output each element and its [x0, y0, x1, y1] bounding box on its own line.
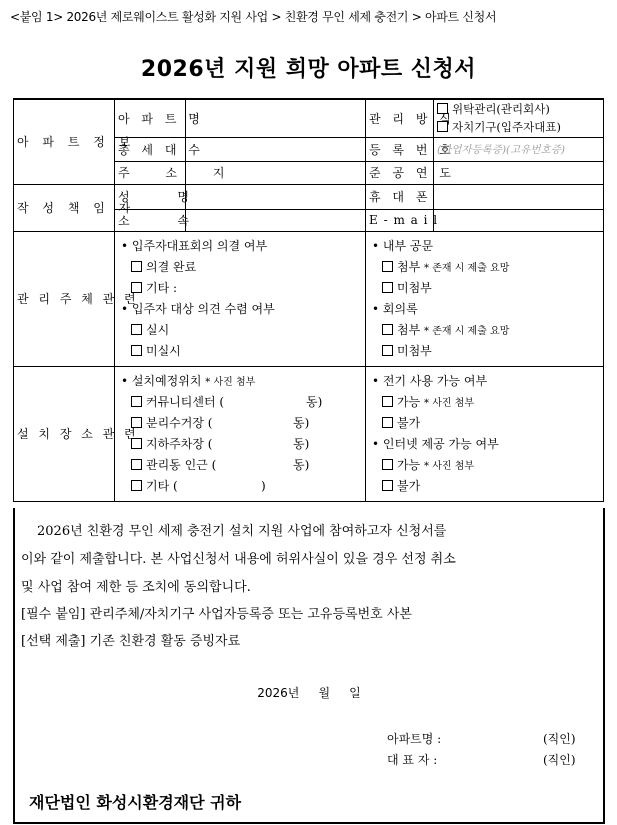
- section-management-body: 관 리 주 체 관 련: [14, 231, 115, 366]
- affiliation-field[interactable]: [186, 209, 366, 231]
- checkbox[interactable]: [131, 459, 142, 470]
- section-installation-site: 설 치 장 소 관 련: [14, 366, 115, 501]
- mgmt-right-block: [366, 231, 604, 366]
- option-internet-no[interactable]: 불가: [372, 476, 599, 497]
- label-management-type: 관 리 방 식: [366, 99, 434, 137]
- recipient-footer: 재단법인 화성시환경재단 귀하: [29, 793, 242, 812]
- label-email: E - m a i l: [366, 209, 434, 231]
- apartment-name-field[interactable]: [186, 99, 366, 137]
- optional-attachment: [선택 제출] 기존 친환경 활동 증빙자료: [21, 634, 241, 649]
- option-electricity-yes[interactable]: 가능 * 사진 첨부: [372, 392, 599, 413]
- option-minutes-attached[interactable]: 첨부 * 존재 시 제출 요망: [372, 320, 599, 341]
- question-electricity: • 전기 사용 가능 여부: [372, 373, 488, 388]
- households-field[interactable]: [186, 137, 366, 161]
- label-address: 주 소 지: [115, 161, 186, 184]
- checkbox[interactable]: [131, 345, 142, 356]
- option-resolved[interactable]: 의결 완료: [121, 257, 361, 278]
- question-location: • 설치예정위치 * 사진 첨부: [121, 373, 256, 388]
- checkbox[interactable]: [131, 438, 142, 449]
- question-opinion-survey: • 입주자 대상 의견 수렴 여부: [121, 301, 275, 316]
- option-internet-yes[interactable]: 가능 * 사진 첨부: [372, 455, 599, 476]
- option-not-conducted[interactable]: 미실시: [121, 341, 361, 362]
- apartment-name-sign-label: 아파트명 :: [387, 732, 442, 746]
- checkbox[interactable]: [131, 324, 142, 335]
- label-mobile: 휴 대 폰: [366, 184, 434, 209]
- representative-sign-label: 대 표 자 :: [387, 753, 438, 767]
- checkbox[interactable]: [382, 417, 393, 428]
- option-near-management-bldg[interactable]: 관리동 인근 ( 동): [121, 455, 361, 476]
- mgmt-option-consignment[interactable]: 위탁관리(관리회사): [437, 100, 600, 118]
- label-writer-name: 성 명: [115, 184, 186, 209]
- label-completion-year: 준 공 연 도: [366, 161, 434, 184]
- question-resolution: • 입주자대표회의 의결 여부: [121, 238, 268, 253]
- mobile-field[interactable]: [434, 184, 604, 209]
- option-conducted[interactable]: 실시: [121, 320, 361, 341]
- option-doc-not-attached[interactable]: 미첨부: [372, 278, 599, 299]
- writer-name-field[interactable]: [186, 184, 366, 209]
- declaration-line-1: 2026년 친환경 무인 세제 충전기 설치 지원 사업에 참여하고자 신청서를: [37, 524, 447, 539]
- checkbox[interactable]: [131, 480, 142, 491]
- option-recycling-area[interactable]: 분리수거장 ( 동): [121, 413, 361, 434]
- checkbox[interactable]: [382, 324, 393, 335]
- checkbox[interactable]: [382, 480, 393, 491]
- label-affiliation: 소 속: [115, 209, 186, 231]
- attachment-header: <붙임 1> 2026년 제로웨이스트 활성화 지원 사업 > 친환경 무인 세제 충전기 > 아파트 신청서: [10, 10, 497, 24]
- checkbox[interactable]: [131, 396, 142, 407]
- label-registration-number: 등 록 번 호: [366, 137, 434, 161]
- required-attachment: [필수 붙임] 관리주체/자치기구 사업자등록증 또는 고유등록번호 사본: [21, 607, 412, 622]
- site-left-block: [115, 366, 366, 501]
- question-internal-doc: • 내부 공문: [372, 238, 434, 253]
- option-electricity-no[interactable]: 불가: [372, 413, 599, 434]
- seal-mark-2: (직인): [543, 753, 576, 767]
- registration-number-field[interactable]: [434, 137, 604, 161]
- checkbox[interactable]: [437, 103, 448, 114]
- checkbox[interactable]: [382, 282, 393, 293]
- question-minutes: • 회의록: [372, 301, 418, 316]
- checkbox[interactable]: [437, 121, 448, 132]
- question-internet: • 인터넷 제공 가능 여부: [372, 436, 499, 451]
- label-apartment-name: 아 파 트 명: [115, 99, 186, 137]
- option-site-other[interactable]: 기타 ( ): [121, 476, 361, 497]
- mgmt-left-block: [115, 231, 366, 366]
- section-apartment-info: 아 파 트 정 보: [14, 99, 115, 184]
- email-field[interactable]: [434, 209, 604, 231]
- checkbox[interactable]: [131, 417, 142, 428]
- checkbox[interactable]: [131, 282, 142, 293]
- application-date[interactable]: 2026년 월 일: [257, 686, 361, 700]
- registration-placeholder: (사업자등록증)(고유번호증): [437, 143, 565, 156]
- option-other[interactable]: 기타 :: [121, 278, 361, 299]
- checkbox[interactable]: [382, 396, 393, 407]
- option-underground-parking[interactable]: 지하주차장 ( 동): [121, 434, 361, 455]
- option-community-center[interactable]: 커뮤니티센터 ( 동): [121, 392, 361, 413]
- completion-year-field[interactable]: [434, 161, 604, 184]
- section-writer: 작 성 책 임 자: [14, 184, 115, 231]
- form-title: 2026년 지원 희망 아파트 신청서: [140, 57, 477, 82]
- label-households: 총 세 대 수: [115, 137, 186, 161]
- checkbox[interactable]: [382, 459, 393, 470]
- checkbox[interactable]: [131, 261, 142, 272]
- option-minutes-not-attached[interactable]: 미첨부: [372, 341, 599, 362]
- checkbox[interactable]: [382, 345, 393, 356]
- mgmt-option-self[interactable]: 자치기구(입주자대표): [437, 118, 600, 136]
- application-form-table: [13, 98, 604, 502]
- checkbox[interactable]: [382, 261, 393, 272]
- option-doc-attached[interactable]: 첨부 * 존재 시 제출 요망: [372, 257, 599, 278]
- declaration-section: [13, 508, 605, 824]
- seal-mark-1: (직인): [543, 732, 576, 746]
- declaration-line-3: 및 사업 참여 제한 등 조치에 동의합니다.: [21, 580, 251, 595]
- site-right-block: [366, 366, 604, 501]
- declaration-line-2: 이와 같이 제출합니다. 본 사업신청서 내용에 허위사실이 있을 경우 선정 취소: [21, 552, 456, 567]
